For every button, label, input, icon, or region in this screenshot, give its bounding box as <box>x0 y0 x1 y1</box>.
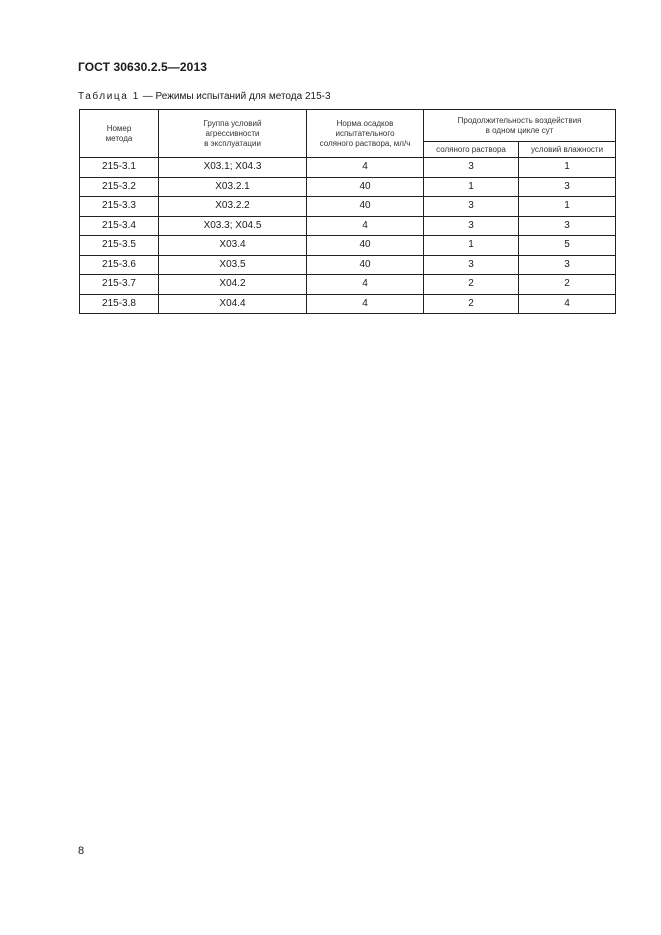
cell-method: 215-3.5 <box>80 236 159 256</box>
cell-salt-days: 2 <box>424 275 519 295</box>
table-row <box>80 158 616 178</box>
table-row <box>80 177 616 197</box>
cell-deposition: 4 <box>307 216 424 236</box>
header-method-number-line2: метода <box>105 133 133 143</box>
cell-group: Х03.1; Х04.3 <box>159 158 307 178</box>
table-body <box>80 158 616 314</box>
cell-group: Х03.2.2 <box>159 197 307 217</box>
cell-method: 215-3.6 <box>80 255 159 275</box>
header-salt-deposition-line1: Норма осадков <box>336 118 394 128</box>
cell-method: 215-3.7 <box>80 275 159 295</box>
table-caption <box>78 91 331 102</box>
table-row <box>80 294 616 314</box>
header-condition-group-line3: в эксплуатации <box>204 138 261 148</box>
test-modes-table <box>79 109 616 314</box>
table-caption-text: — Режимы испытаний для метода 215-3 <box>139 91 331 102</box>
cell-salt-days: 1 <box>424 177 519 197</box>
table-caption-label: Таблица 1 <box>78 91 140 102</box>
cell-humidity-days: 3 <box>519 255 616 275</box>
header-condition-group-line1: Группа условий <box>203 118 262 128</box>
header-exposure-duration-line2: в одном цикле сут <box>485 125 554 135</box>
cell-deposition: 4 <box>307 158 424 178</box>
header-method-number <box>80 110 159 158</box>
cell-method: 215-3.2 <box>80 177 159 197</box>
header-exposure-duration-line1: Продолжительность воздействия <box>457 115 582 125</box>
cell-salt-days: 3 <box>424 255 519 275</box>
cell-method: 215-3.1 <box>80 158 159 178</box>
cell-group: Х04.4 <box>159 294 307 314</box>
cell-deposition: 40 <box>307 197 424 217</box>
header-method-number-line1: Номер <box>106 123 132 133</box>
cell-deposition: 40 <box>307 177 424 197</box>
cell-method: 215-3.3 <box>80 197 159 217</box>
table-row <box>80 275 616 295</box>
header-condition-group-line2: агрессивности <box>205 128 260 138</box>
cell-humidity-days: 2 <box>519 275 616 295</box>
cell-humidity-days: 4 <box>519 294 616 314</box>
cell-deposition: 40 <box>307 236 424 256</box>
cell-salt-days: 3 <box>424 216 519 236</box>
page-number: 8 <box>78 845 85 857</box>
header-salt-deposition-line3: соляного раствора, мл/ч <box>319 138 411 148</box>
cell-group: Х03.2.1 <box>159 177 307 197</box>
cell-group: Х03.3; Х04.5 <box>159 216 307 236</box>
cell-humidity-days: 3 <box>519 216 616 236</box>
table-row <box>80 197 616 217</box>
cell-humidity-days: 5 <box>519 236 616 256</box>
cell-deposition: 40 <box>307 255 424 275</box>
header-salt-deposition <box>307 110 424 158</box>
header-condition-group <box>159 110 307 158</box>
cell-salt-days: 2 <box>424 294 519 314</box>
cell-salt-days: 3 <box>424 158 519 178</box>
cell-method: 215-3.8 <box>80 294 159 314</box>
cell-group: Х04.2 <box>159 275 307 295</box>
cell-humidity-days: 3 <box>519 177 616 197</box>
header-exposure-duration <box>424 110 616 142</box>
cell-group: Х03.5 <box>159 255 307 275</box>
cell-method: 215-3.4 <box>80 216 159 236</box>
header-humidity-conditions: условий влажности <box>519 142 616 158</box>
table-header <box>80 110 616 158</box>
cell-humidity-days: 1 <box>519 197 616 217</box>
cell-deposition: 4 <box>307 275 424 295</box>
cell-group: Х03.4 <box>159 236 307 256</box>
document-code: ГОСТ 30630.2.5—2013 <box>78 60 207 74</box>
cell-salt-days: 3 <box>424 197 519 217</box>
cell-deposition: 4 <box>307 294 424 314</box>
cell-salt-days: 1 <box>424 236 519 256</box>
table-row <box>80 216 616 236</box>
cell-humidity-days: 1 <box>519 158 616 178</box>
table-row <box>80 255 616 275</box>
table-row <box>80 236 616 256</box>
header-salt-deposition-line2: испытательного <box>335 128 395 138</box>
header-salt-solution: соляного раствора <box>424 142 519 158</box>
